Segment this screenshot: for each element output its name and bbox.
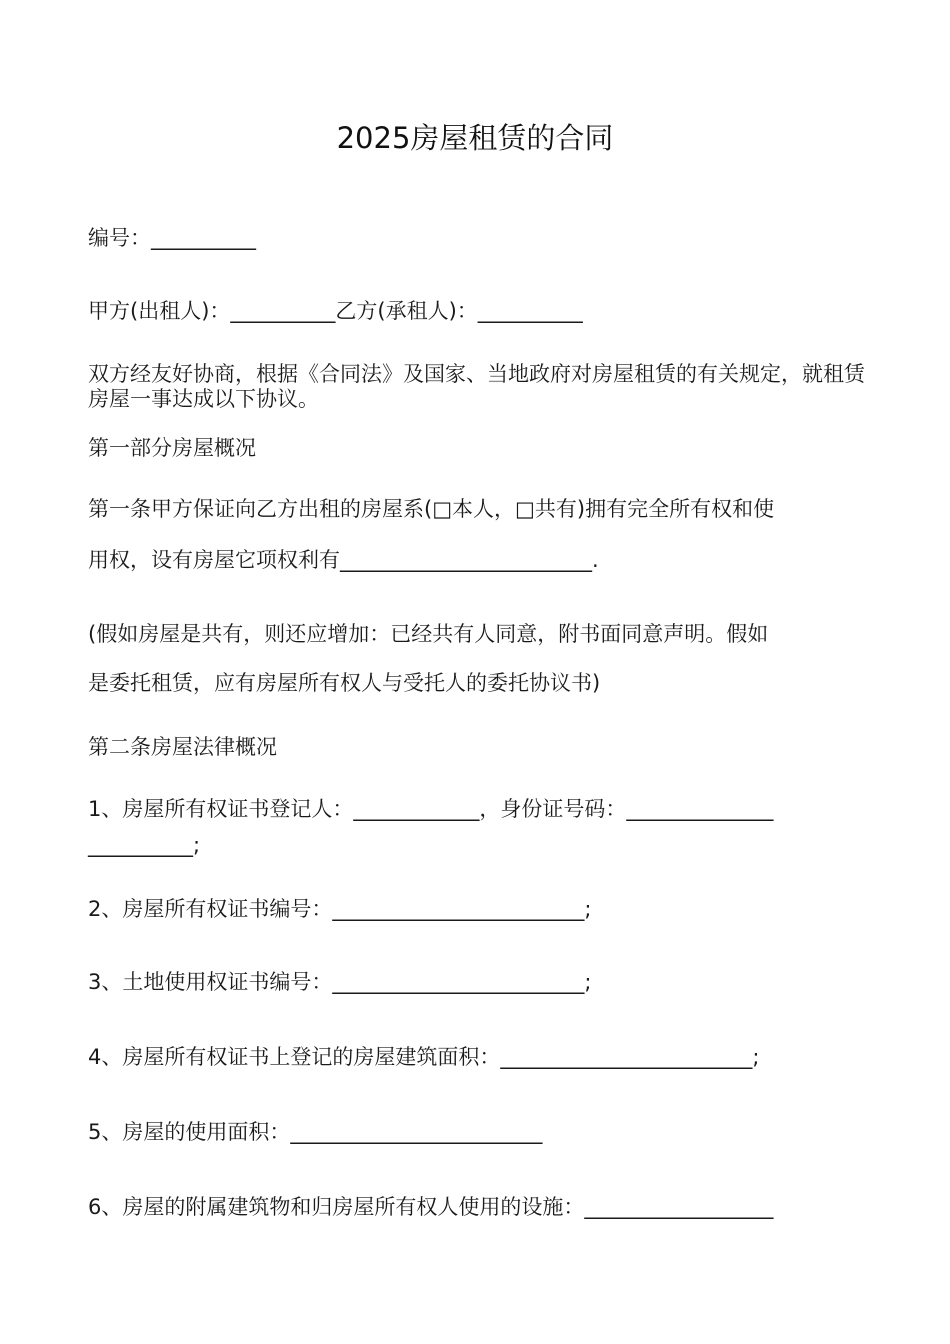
item1-line-2: __________;	[88, 833, 201, 857]
item3-line: 3、土地使用权证书编号：________________________;	[88, 970, 592, 994]
document-title: 2025房屋租赁的合同	[336, 121, 614, 155]
parties-line: 甲方(出租人)：__________乙方(承租人)：__________	[88, 299, 583, 323]
article1-line-2: 用权，设有房屋它项权利有________________________.	[88, 548, 599, 572]
note-line-2: 是委托租赁，应有房屋所有权人与受托人的委托协议书)	[88, 671, 601, 695]
contract-number-line: 编号：__________	[88, 226, 256, 250]
item1-line-1: 1、房屋所有权证书登记人：____________，身份证号码：______________	[88, 797, 774, 821]
item6-line: 6、房屋的附属建筑物和归房屋所有权人使用的设施：__________________	[88, 1195, 774, 1219]
article1-line-1: 第一条甲方保证向乙方出租的房屋系(□本人，□共有)拥有完全所有权和使	[88, 497, 775, 521]
item4-line: 4、房屋所有权证书上登记的房屋建筑面积：________________________;	[88, 1045, 760, 1069]
article2-heading: 第二条房屋法律概况	[88, 735, 277, 759]
note-line-1: (假如房屋是共有，则还应增加：已经共有人同意，附书面同意声明。假如	[88, 622, 769, 646]
item2-line: 2、房屋所有权证书编号：________________________;	[88, 897, 592, 921]
item5-line: 5、房屋的使用面积：________________________	[88, 1120, 543, 1144]
intro-paragraph: 双方经友好协商，根据《合同法》及国家、当地政府对房屋租赁的有关规定，就租赁房屋一事达成以下协议。	[88, 362, 865, 411]
part1-heading: 第一部分房屋概况	[88, 436, 256, 460]
